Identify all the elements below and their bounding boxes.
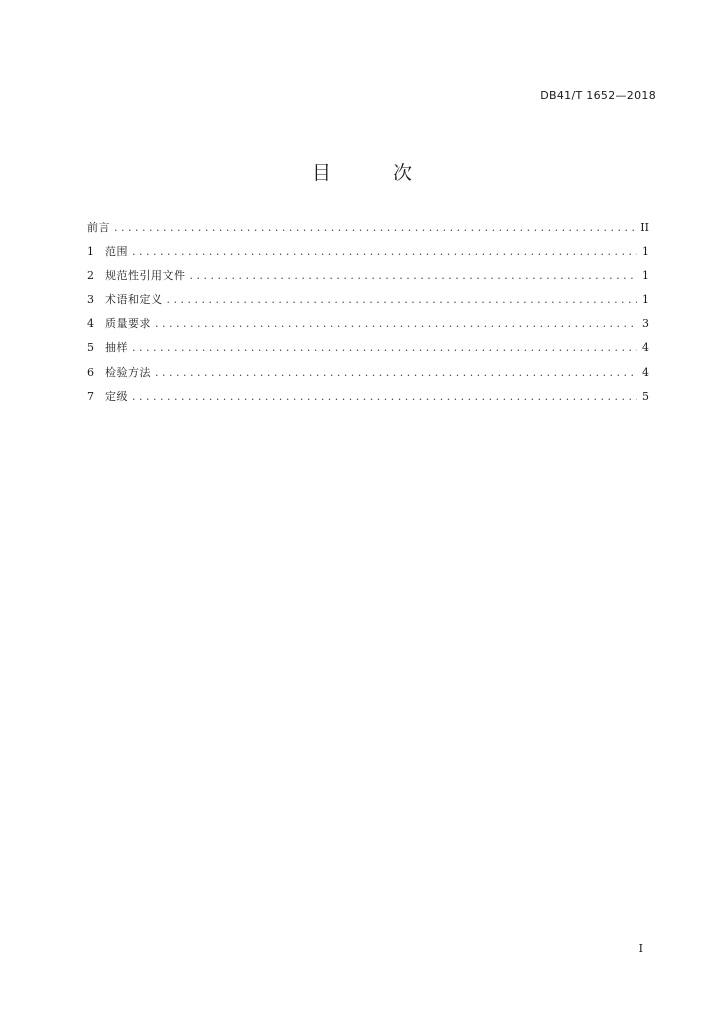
toc-entry-page: 4 [642, 341, 649, 355]
page-number: I [638, 942, 643, 955]
toc-entry-page: 1 [642, 245, 649, 259]
toc-entry-test-methods[interactable] [87, 364, 649, 388]
toc-entry-label: 范围 [105, 245, 128, 259]
toc-entry-sampling[interactable] [87, 339, 649, 363]
toc-entry-number: 1 [87, 245, 94, 259]
toc-entry-scope[interactable] [87, 243, 649, 267]
toc-dot-leader [132, 341, 637, 354]
toc-entry-page: 3 [642, 317, 649, 331]
toc-entry-page: 5 [642, 389, 649, 403]
toc-dot-leader [155, 366, 637, 379]
toc-entry-terms-definitions[interactable] [87, 291, 649, 315]
toc-entry-number: 3 [87, 293, 94, 307]
toc-entry-grading[interactable] [87, 388, 649, 412]
toc-dot-leader [132, 390, 637, 403]
page-title: 目 次 [311, 162, 441, 184]
toc-entry-number: 4 [87, 317, 94, 331]
toc-dot-leader [132, 245, 637, 258]
toc-dot-leader [155, 317, 637, 330]
toc-dot-leader [167, 293, 638, 306]
toc-entry-label: 质量要求 [105, 317, 151, 331]
toc-entry-foreword[interactable] [87, 219, 649, 243]
toc-entry-page: 4 [642, 365, 649, 379]
toc-entry-page: II [640, 221, 649, 234]
toc-entry-normative-references[interactable] [87, 267, 649, 291]
toc-entry-number: 7 [87, 389, 94, 403]
toc-entry-label: 术语和定义 [105, 293, 163, 307]
toc-entry-page: 1 [642, 293, 649, 307]
toc-entry-label: 定级 [105, 389, 128, 403]
toc-entry-number: 5 [87, 341, 94, 355]
toc-entry-label: 抽样 [105, 341, 128, 355]
toc-entry-page: 1 [642, 269, 649, 283]
toc-entry-label: 前言 [87, 221, 110, 234]
toc-dot-leader [190, 269, 638, 282]
toc-entry-quality-requirements[interactable] [87, 315, 649, 339]
toc-entry-label: 规范性引用文件 [105, 269, 186, 283]
standard-code: DB41/T 1652—2018 [540, 89, 656, 102]
toc-entry-label: 检验方法 [105, 365, 151, 379]
toc-entry-number: 2 [87, 269, 94, 283]
toc-entry-number: 6 [87, 365, 94, 379]
toc-dot-leader [114, 221, 636, 234]
table-of-contents [87, 219, 649, 412]
